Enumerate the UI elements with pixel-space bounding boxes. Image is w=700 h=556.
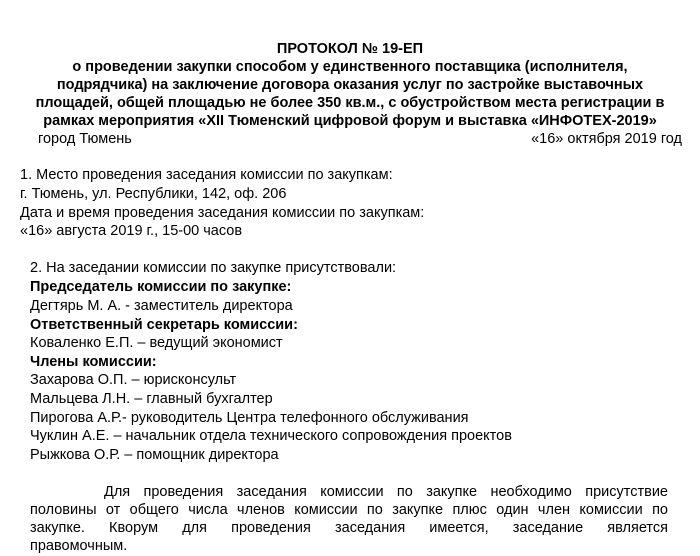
secretary-label: Ответственный секретарь комиссии: [30,317,298,333]
protocol-subtitle-line: площадей, общей площадью не более 350 кв.м., с обустройством места регистрации в [35,95,665,111]
quorum-text-line: правомочным. [30,538,128,554]
meeting-place-label: 1. Место проведения заседания комиссии по закупкам: [20,167,393,183]
quorum-text-line: Для проведения заседания комиссии по закупке необходимо присутствие [104,484,668,500]
protocol-title: ПРОТОКОЛ № 19-ЕП [276,41,424,57]
protocol-city: город Тюмень [38,131,132,147]
quorum-text-line: закупке. Кворум для проведения заседания имеется, заседание является [30,520,668,536]
member-item: Чуклин А.Е. – начальник отдела технического сопровождения проектов [30,428,512,444]
quorum-text-line: половины от общего числа членов комиссии по закупке плюс один член комиссии по [30,502,668,518]
chair-name: Дегтярь М. А. - заместитель директора [30,298,293,314]
member-item: Рыжкова О.Р. – помощник директора [30,447,279,463]
secretary-name: Коваленко Е.П. – ведущий экономист [30,335,283,351]
protocol-subtitle-line: рамках мероприятия «XII Тюменский цифровой форум и выставка «ИНФОТЕХ-2019» [43,113,657,129]
member-item: Захарова О.П. – юрисконсульт [30,372,237,388]
protocol-subtitle-line: подрядчика) на заключение договора оказания услуг по застройке выставочных [56,77,644,93]
meeting-datetime-label: Дата и время проведения заседания комиссии по закупкам: [20,205,425,221]
meeting-place-value: г. Тюмень, ул. Республики, 142, оф. 206 [20,186,287,202]
member-item: Мальцева Л.Н. – главный бухгалтер [30,391,273,407]
protocol-subtitle-line: о проведении закупки способом у единственного поставщика (исполнителя, [72,59,628,75]
protocol-date: «16» октября 2019 год [531,131,682,147]
meeting-datetime-value: «16» августа 2019 г., 15-00 часов [20,223,243,239]
members-label: Члены комиссии: [30,354,157,370]
attendees-heading: 2. На заседании комиссии по закупке присутствовали: [30,260,397,276]
chair-label: Председатель комиссии по закупке: [30,279,292,295]
member-item: Пирогова А.Р.- руководитель Центра телефонного обслуживания [30,410,469,426]
